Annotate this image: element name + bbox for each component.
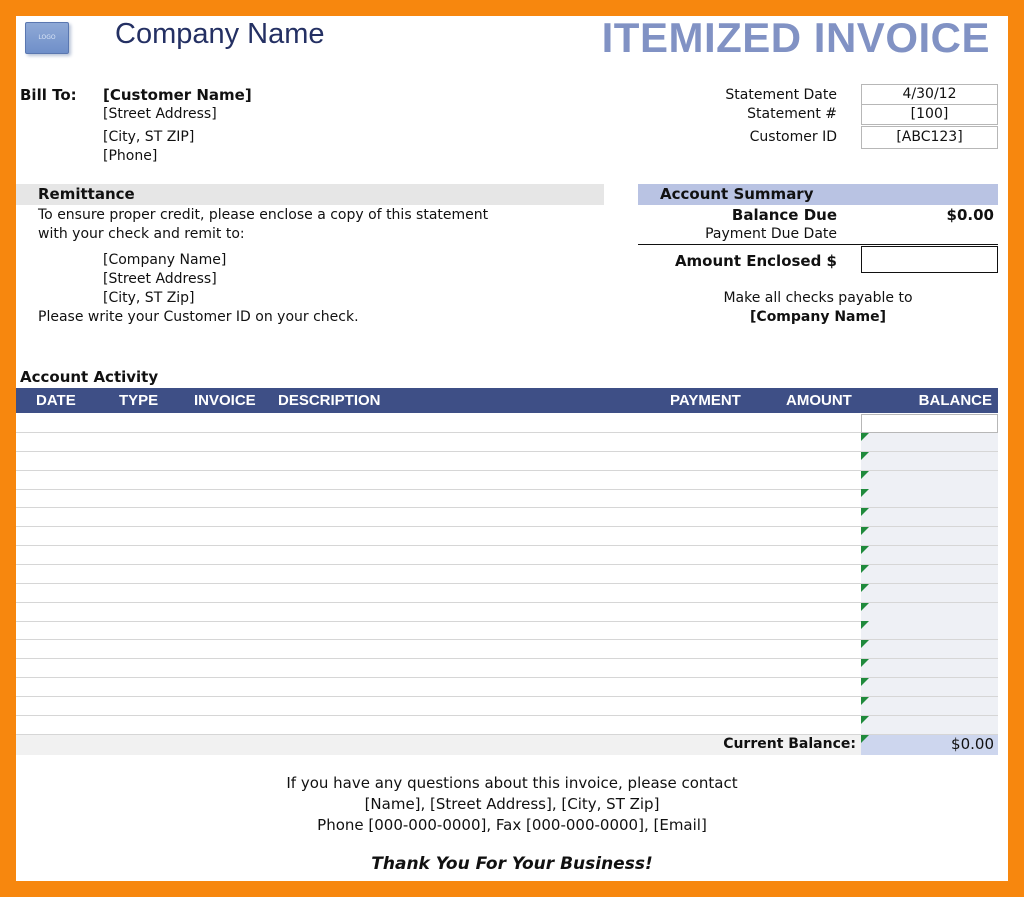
remit-street: [Street Address] bbox=[103, 271, 217, 287]
table-row[interactable] bbox=[16, 583, 861, 584]
remittance-title: Remittance bbox=[38, 185, 135, 203]
statement-number-field[interactable]: [100] bbox=[861, 104, 998, 125]
comment-marker-icon bbox=[861, 527, 869, 535]
comment-marker-icon bbox=[861, 659, 869, 667]
comment-marker-icon bbox=[861, 565, 869, 573]
customer-city: [City, ST ZIP] bbox=[103, 129, 195, 145]
table-row[interactable] bbox=[16, 564, 861, 565]
footer-line-3: Phone [000-000-0000], Fax [000-000-0000], [Email] bbox=[317, 816, 707, 834]
balance-cell[interactable] bbox=[861, 678, 998, 697]
comment-marker-icon bbox=[861, 697, 869, 705]
table-row[interactable] bbox=[16, 677, 861, 678]
amount-enclosed-field[interactable] bbox=[861, 246, 998, 273]
balance-cell[interactable] bbox=[861, 508, 998, 527]
account-activity-title: Account Activity bbox=[20, 368, 159, 386]
balance-due-label: Balance Due bbox=[731, 206, 837, 224]
comment-marker-icon bbox=[861, 640, 869, 648]
bill-to-label: Bill To: bbox=[20, 86, 77, 104]
remit-company: [Company Name] bbox=[103, 252, 227, 268]
thank-you-message: Thank You For Your Business! bbox=[371, 854, 653, 874]
comment-marker-icon bbox=[861, 678, 869, 686]
col-payment: PAYMENT bbox=[670, 392, 741, 409]
remittance-band bbox=[16, 184, 604, 205]
comment-marker-icon bbox=[861, 621, 869, 629]
balance-cell[interactable] bbox=[861, 621, 998, 640]
balance-cell[interactable] bbox=[861, 433, 998, 452]
footer-line-2: [Name], [Street Address], [City, ST Zip] bbox=[364, 795, 660, 813]
comment-marker-icon bbox=[861, 584, 869, 592]
table-row[interactable] bbox=[16, 621, 861, 622]
customer-name: [Customer Name] bbox=[103, 86, 252, 104]
balance-cell[interactable] bbox=[861, 471, 998, 490]
payable-line-2: [Company Name] bbox=[750, 309, 886, 325]
col-type: TYPE bbox=[119, 392, 159, 409]
payment-due-label: Payment Due Date bbox=[705, 226, 837, 242]
comment-marker-icon bbox=[861, 508, 869, 516]
balance-cell[interactable] bbox=[861, 546, 998, 565]
document-title: ITEMIZED INVOICE bbox=[601, 16, 990, 61]
statement-number-label: Statement # bbox=[747, 106, 837, 122]
comment-marker-icon bbox=[861, 471, 869, 479]
balance-cell[interactable] bbox=[861, 565, 998, 584]
table-row[interactable] bbox=[16, 696, 861, 697]
col-amount: AMOUNT bbox=[786, 392, 852, 409]
company-name: Company Name bbox=[115, 18, 325, 50]
customer-street: [Street Address] bbox=[103, 106, 217, 122]
comment-marker-icon bbox=[861, 433, 869, 441]
balance-cell[interactable] bbox=[861, 640, 998, 659]
balance-cell[interactable] bbox=[861, 527, 998, 546]
activity-table-header bbox=[16, 388, 998, 413]
balance-cell[interactable] bbox=[861, 489, 998, 508]
table-row[interactable] bbox=[16, 451, 861, 452]
company-logo: LOGO bbox=[25, 22, 69, 54]
current-balance-value: $0.00 bbox=[951, 735, 994, 753]
balance-cell[interactable] bbox=[861, 414, 998, 433]
table-row[interactable] bbox=[16, 658, 861, 659]
balance-cell[interactable] bbox=[861, 697, 998, 716]
remit-city: [City, ST Zip] bbox=[103, 290, 195, 306]
table-row[interactable] bbox=[16, 526, 861, 527]
comment-marker-icon bbox=[861, 603, 869, 611]
current-balance-label: Current Balance: bbox=[723, 736, 856, 752]
balance-cell[interactable] bbox=[861, 452, 998, 471]
remittance-note: Please write your Customer ID on your check. bbox=[38, 309, 359, 325]
balance-due-value: $0.00 bbox=[946, 206, 994, 224]
summary-divider bbox=[638, 244, 998, 245]
payable-line-1: Make all checks payable to bbox=[723, 290, 913, 306]
remittance-line-2: with your check and remit to: bbox=[38, 226, 245, 242]
statement-date-label: Statement Date bbox=[725, 87, 837, 103]
comment-marker-icon bbox=[861, 489, 869, 497]
table-row[interactable] bbox=[16, 545, 861, 546]
invoice-sheet bbox=[16, 16, 1008, 881]
remittance-line-1: To ensure proper credit, please enclose a copy of this statement bbox=[38, 207, 489, 223]
balance-cell[interactable] bbox=[861, 584, 998, 603]
col-invoice: INVOICE bbox=[194, 392, 256, 409]
balance-cell[interactable] bbox=[861, 659, 998, 678]
account-summary-title: Account Summary bbox=[660, 185, 814, 203]
col-date: DATE bbox=[36, 392, 76, 409]
account-summary-band bbox=[638, 184, 998, 205]
comment-marker-icon bbox=[861, 716, 869, 724]
table-row[interactable] bbox=[16, 432, 861, 433]
table-row[interactable] bbox=[16, 715, 861, 716]
col-balance: BALANCE bbox=[918, 392, 992, 409]
comment-marker-icon bbox=[861, 546, 869, 554]
statement-date-field[interactable]: 4/30/12 bbox=[861, 84, 998, 105]
comment-marker-icon bbox=[861, 452, 869, 460]
balance-cell[interactable] bbox=[861, 716, 998, 735]
table-row[interactable] bbox=[16, 507, 861, 508]
balance-cell[interactable] bbox=[861, 603, 998, 622]
table-row[interactable] bbox=[16, 489, 861, 490]
table-row[interactable] bbox=[16, 602, 861, 603]
table-row[interactable] bbox=[16, 639, 861, 640]
footer-line-1: If you have any questions about this invoice, please contact bbox=[286, 774, 738, 792]
col-description: DESCRIPTION bbox=[278, 392, 381, 409]
customer-id-label: Customer ID bbox=[749, 129, 837, 145]
table-row[interactable] bbox=[16, 470, 861, 471]
customer-phone: [Phone] bbox=[103, 148, 158, 164]
comment-marker-icon bbox=[861, 735, 869, 743]
customer-id-field[interactable]: [ABC123] bbox=[861, 126, 998, 149]
amount-enclosed-label: Amount Enclosed $ bbox=[674, 252, 837, 270]
table-row[interactable] bbox=[16, 734, 861, 735]
